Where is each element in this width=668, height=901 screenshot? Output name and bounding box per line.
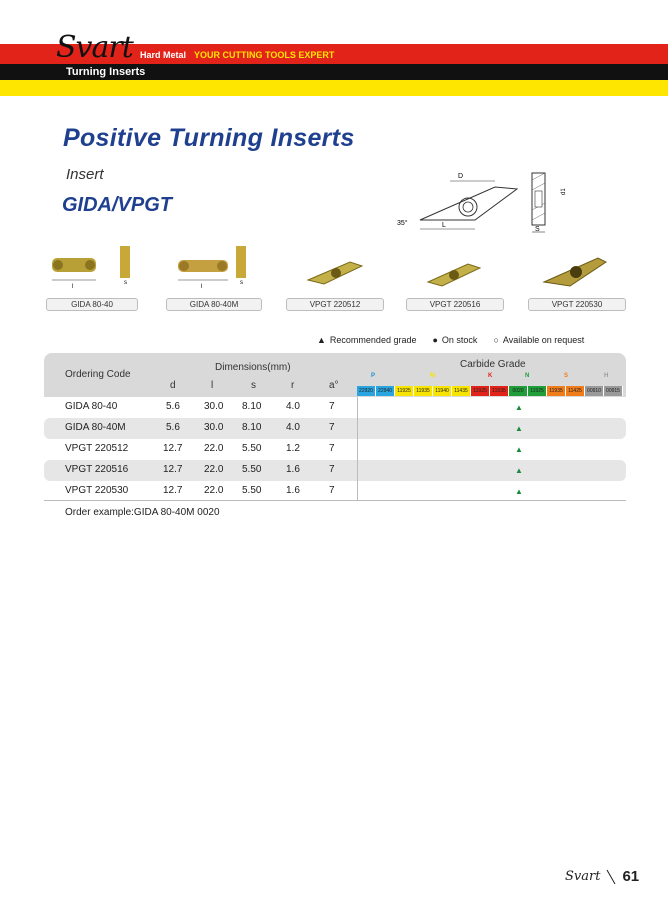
diagram-label-l: L <box>442 222 446 229</box>
group-badge: P <box>371 373 376 379</box>
triangle-icon: ▲ <box>515 424 523 433</box>
cell-s: 8.10 <box>242 422 262 433</box>
header-yellow-band <box>0 80 668 96</box>
table-row <box>44 397 626 418</box>
cell-d: 5.6 <box>166 401 180 412</box>
header-dimensions: Dimensions(mm) <box>215 362 291 373</box>
product-label: VPGT 220516 <box>406 298 504 311</box>
section-title: Turning Inserts <box>66 66 146 78</box>
product-image-gida-80-40 <box>48 240 158 290</box>
cell-l: 22.0 <box>204 485 224 496</box>
table-bottom-rule <box>44 500 626 501</box>
grade-strip <box>357 386 623 396</box>
product-label: VPGT 220512 <box>286 298 384 311</box>
cell-d: 12.7 <box>163 485 183 496</box>
grade-cell: 0020 <box>509 386 528 396</box>
slash-divider <box>606 869 616 885</box>
product-dim-s: s <box>240 280 243 286</box>
grade-cell: 22920 <box>357 386 376 396</box>
product-dim-l: l <box>72 284 74 290</box>
grade-cell: 11925 <box>395 386 414 396</box>
triangle-icon: ▲ <box>515 445 523 454</box>
table-row <box>44 439 626 460</box>
table-row <box>44 481 626 502</box>
grade-legend <box>317 335 584 345</box>
product-image-vpgt-220516 <box>420 240 490 290</box>
page-subtitle: Insert <box>66 166 104 183</box>
header-ordering-code: Ordering Code <box>65 369 131 380</box>
grade-cell: 11425 <box>566 386 585 396</box>
product-image-gida-80-40m <box>176 240 286 290</box>
cell-s: 5.50 <box>242 464 262 475</box>
page-number: 61 <box>622 868 640 885</box>
product-dim-l: l <box>201 284 203 290</box>
cell-s: 5.50 <box>242 443 262 454</box>
header-carbide-grade: Carbide Grade <box>460 359 526 370</box>
cell-d: 12.7 <box>163 464 183 475</box>
header-col-s: s <box>251 380 256 391</box>
product-label: VPGT 220530 <box>528 298 626 311</box>
cell-s: 8.10 <box>242 401 262 412</box>
cell-r: 1.6 <box>286 485 300 496</box>
tag-hard-metal: Hard Metal <box>140 50 187 60</box>
cell-code: GIDA 80-40 <box>65 401 118 412</box>
cell-r: 1.2 <box>286 443 300 454</box>
grade-cell: 11435 <box>452 386 471 396</box>
header-col-l: l <box>211 380 214 391</box>
cell-l: 22.0 <box>204 464 224 475</box>
cell-l: 22.0 <box>204 443 224 454</box>
cell-d: 12.7 <box>163 443 183 454</box>
cell-l: 30.0 <box>204 422 224 433</box>
grade-cell: 11935 <box>414 386 433 396</box>
product-dim-s: s <box>124 280 127 286</box>
table-divider <box>357 397 358 500</box>
product-image-vpgt-220530 <box>540 240 610 290</box>
group-badge: H <box>604 373 609 379</box>
cell-a: 7 <box>329 401 335 412</box>
grade-cell: 11940 <box>433 386 452 396</box>
diagram-label-s: S <box>535 226 540 233</box>
page-footer <box>565 868 639 885</box>
grade-cell: 11925 <box>471 386 490 396</box>
triangle-icon: ▲ <box>515 403 523 412</box>
header-col-d: d <box>170 380 176 391</box>
cell-r: 4.0 <box>286 422 300 433</box>
grade-cell: 22940 <box>376 386 395 396</box>
diagram-label-d: D <box>458 173 464 180</box>
product-label: GIDA 80-40M <box>166 298 262 311</box>
diagram-label-d1: d1 <box>561 188 567 195</box>
insert-diagram <box>395 165 585 240</box>
table-row <box>44 418 626 439</box>
group-badge: M <box>430 373 435 379</box>
cell-d: 5.6 <box>166 422 180 433</box>
product-label: GIDA 80-40 <box>46 298 138 311</box>
order-example: Order example:GIDA 80-40M 0020 <box>65 507 220 518</box>
cell-code: GIDA 80-40M <box>65 422 126 433</box>
grade-cell: 00910 <box>585 386 604 396</box>
legend-recommended: Recommended grade <box>329 335 417 345</box>
group-badge: N <box>525 373 530 379</box>
legend-stock: On stock <box>441 335 478 345</box>
cell-r: 4.0 <box>286 401 300 412</box>
grade-cell: 11935 <box>547 386 566 396</box>
product-image-vpgt-220512 <box>300 240 370 290</box>
triangle-icon: ▲ <box>515 466 523 475</box>
series-title: GIDA/VPGT <box>62 194 173 216</box>
grade-cell: 11925 <box>528 386 547 396</box>
cell-s: 5.50 <box>242 485 262 496</box>
footer-logo: Svart <box>565 869 601 884</box>
cell-code: VPGT 220512 <box>65 443 129 454</box>
cell-r: 1.6 <box>286 464 300 475</box>
triangle-icon: ▲ <box>317 335 326 345</box>
cell-l: 30.0 <box>204 401 224 412</box>
triangle-icon: ▲ <box>515 487 523 496</box>
cell-a: 7 <box>329 443 335 454</box>
cell-a: 7 <box>329 422 335 433</box>
diagram-label-angle: 35° <box>397 220 408 227</box>
brand-logo: Svart <box>56 30 133 65</box>
legend-request: Available on request <box>502 335 585 345</box>
group-badge: K <box>488 373 493 379</box>
grade-cell: 00915 <box>604 386 623 396</box>
grade-cell: 11935 <box>490 386 509 396</box>
filled-circle-icon: ● <box>432 335 438 345</box>
header-col-r: r <box>291 380 295 391</box>
cell-a: 7 <box>329 485 335 496</box>
cell-code: VPGT 220516 <box>65 464 129 475</box>
group-badge: S <box>564 373 569 379</box>
table-row <box>44 460 626 481</box>
open-circle-icon: ○ <box>493 335 499 345</box>
header-col-a: a° <box>329 380 339 391</box>
page-title: Positive Turning Inserts <box>63 124 355 152</box>
tag-expert: YOUR CUTTING TOOLS EXPERT <box>194 50 335 60</box>
cell-code: VPGT 220530 <box>65 485 129 496</box>
cell-a: 7 <box>329 464 335 475</box>
